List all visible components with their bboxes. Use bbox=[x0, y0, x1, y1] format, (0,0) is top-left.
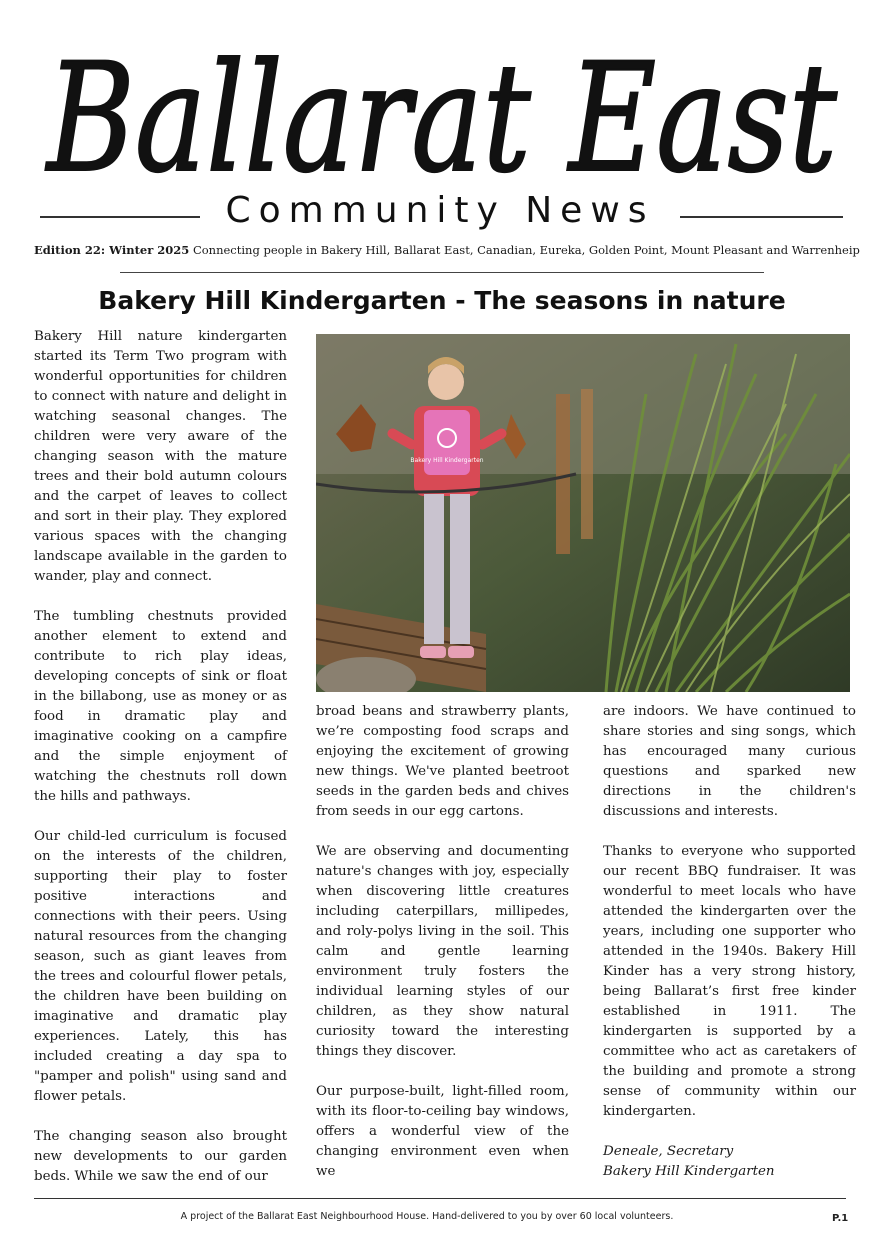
paragraph: The tumbling chestnuts provided another element to extend and contribute to rich play ideas, developing concepts of sink or float in the billabong, use as money or as food in dramatic play and imaginative cooking on a campfire and the simple enjoyment of watching the chestnuts roll down the hills and pathways. bbox=[34, 609, 287, 804]
article-column-3 bbox=[603, 702, 856, 1182]
masthead-subtitle-row bbox=[0, 190, 884, 234]
paragraph: broad beans and strawberry plants, we’re composting food scraps and enjoying the excitement of growing new things. We've planted beetroot seeds in the garden beds and chives from seeds in our egg cartons. bbox=[316, 704, 569, 819]
paragraph: The changing season also brought new developments to our garden beds. While we saw the end of our bbox=[34, 1129, 287, 1184]
masthead-title bbox=[0, 20, 884, 195]
article-column-1 bbox=[34, 327, 287, 1207]
article-headline: Bakery Hill Kindergarten - The seasons in nature bbox=[98, 286, 786, 315]
edition-line bbox=[34, 243, 864, 257]
divider bbox=[120, 272, 764, 273]
paragraph: Thanks to everyone who supported our recent BBQ fundraiser. It was wonderful to meet locals who have attended the kindergarten over the years, including one supporter who attended in the 1940s. Bakery Hill Kinder has a very strong history, being Ballarat’s first free kinder established in 1911. The kindergarten is supported by a committee who act as caretakers of the building and promote a strong sense of community within our kindergarten. bbox=[603, 844, 856, 1119]
subtitle-rule-left bbox=[40, 216, 200, 218]
footer-text: A project of the Ballarat East Neighbourhood House. Hand-delivered to you by over 60 local volunteers. bbox=[180, 1211, 674, 1222]
paragraph: We are observing and documenting nature's changes with joy, especially when discovering little creatures including caterpillars, millipedes, and roly-polys living in the soil. This calm and gentle learning environment truly fosters the individual learning styles of our children, as they show natural curiosity toward the interesting things they discover. bbox=[316, 844, 569, 1059]
page-number: P.1 bbox=[832, 1213, 849, 1224]
shirt-text: Bakery Hill Kindergarten bbox=[410, 457, 484, 464]
signoff-org: Bakery Hill Kindergarten bbox=[603, 1164, 775, 1179]
masthead-subtitle: Community News bbox=[225, 190, 655, 231]
edition-label: Edition 22: Winter 2025 bbox=[34, 243, 190, 257]
subtitle-rule-right bbox=[680, 216, 843, 218]
paragraph: are indoors. We have continued to share stories and sing songs, which has encouraged many curious questions and sparked new directions in the children's discussions and interests. bbox=[603, 704, 856, 819]
signoff-name: Deneale, Secretary bbox=[603, 1144, 734, 1159]
paragraph: Bakery Hill nature kindergarten started its Term Two program with wonderful opportunities for children to connect with nature and delight in watching seasonal changes. The children were very aware of the changing season with the mature trees and their bold autumn colours and the carpet of leaves to collect and sort in their play. They explored various spaces with the changing landscape available in the garden to wander, play and connect. bbox=[34, 329, 288, 584]
paragraph: Our purpose-built, light-filled room, with its floor-to-ceiling bay windows, offers a wonderful view of the changing environment even when we bbox=[316, 1084, 569, 1179]
masthead-title-text: Ballarat East bbox=[44, 32, 838, 195]
signoff bbox=[603, 1142, 856, 1182]
tagline: Connecting people in Bakery Hill, Ballarat East, Canadian, Eureka, Golden Point, Mount Pleasant and Warrenheip bbox=[192, 243, 860, 257]
footer-divider bbox=[34, 1198, 846, 1199]
paragraph: Our child-led curriculum is focused on the interests of the children, supporting their play to foster positive interactions and connections with their peers. Using natural resources from the changing season, such as giant leaves from the trees and colourful flower petals, the children have been building on imaginative and dramatic play experiences. Lately, this has included creating a day spa to "pamper and polish" using sand and flower petals. bbox=[34, 829, 287, 1104]
article-photo bbox=[316, 334, 850, 692]
article-column-2 bbox=[316, 702, 569, 1202]
